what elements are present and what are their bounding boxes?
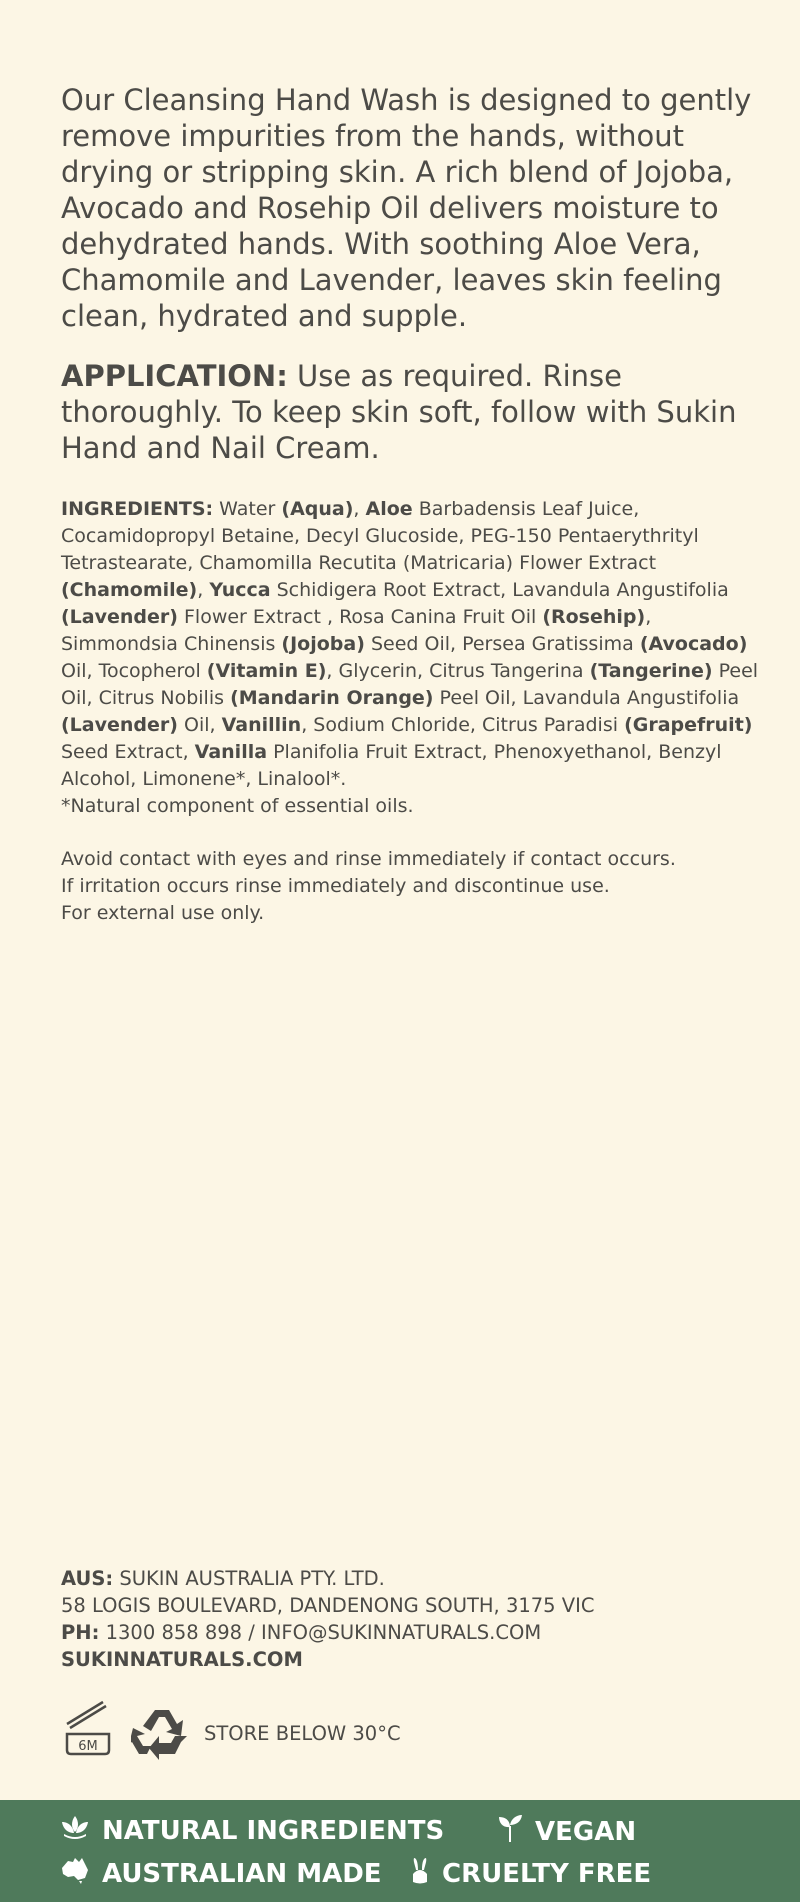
warning-line: Avoid contact with eyes and rinse immediately if contact occurs. [61,848,676,870]
ingredient-highlight: Vanilla [194,741,268,763]
application-section [61,358,761,466]
badge-label: CRUELTY FREE [442,1858,652,1889]
application-text: Use as required. Rinse thoroughly. To keep skin soft, follow with Sukin Hand and Nail Cream. [61,359,737,465]
ingredient-highlight: (Mandarin Orange) [230,687,434,709]
ingredient-highlight: Yucca [209,579,271,601]
company-name: SUKIN AUSTRALIA PTY. LTD. [113,1567,385,1590]
ingredient-text: Water [213,498,282,520]
badge-label: AUSTRALIAN MADE [102,1858,382,1889]
application-label: APPLICATION: [61,359,288,393]
ingredient-text: Planifolia Fruit Extract, Phenoxyethanol, Benzyl Alcohol, Limonene*, Linalool*. [61,741,722,790]
badge-label: VEGAN [535,1816,637,1847]
warnings [61,846,761,927]
ingredient-highlight: (Tangerine) [589,660,713,682]
ingredient-highlight: (Aqua) [281,498,354,520]
ingredient-text: , [197,579,210,601]
phone-label: PH: [61,1621,100,1644]
ingredient-highlight: (Jojoba) [281,633,365,655]
ingredient-highlight: (Vitamin E) [206,660,327,682]
ingredient-text: Flower Extract , Rosa Canina Fruit Oil [177,606,543,628]
ingredient-text: Oil, [177,714,222,736]
badge-label: NATURAL INGREDIENTS [102,1815,445,1846]
ingredient-text: , [353,498,366,520]
ingredient-text: Seed Extract, [61,741,195,763]
ingredients-section [61,496,761,820]
product-description: Our Cleansing Hand Wash is designed to gently remove impurities from the hands, without drying or stripping skin. A rich blend of Jojoba, Avocado and Rosehip Oil delivers moisture to dehydrated hands. With soothing Aloe Vera, Chamomile and Lavender, leaves skin feeling clean, hydrated and supple. [61,83,752,333]
ingredient-highlight: (Chamomile) [61,579,198,601]
warning-line: For external use only. [61,902,265,924]
ingredient-text: , Glycerin, Citrus Tangerina [326,660,590,682]
contact-line [61,1619,594,1646]
ingredients-label: INGREDIENTS: [61,498,214,520]
australia-map-icon [60,1856,102,1891]
contact-details: 1300 858 898 / INFO@SUKINNATURALS.COM [99,1621,542,1644]
open-jar-icon [61,1698,115,1756]
aus-label: AUS: [61,1567,114,1590]
website: SUKINNATURALS.COM [61,1648,303,1671]
company-address: 58 LOGIS BOULEVARD, DANDENONG SOUTH, 3175 VIC [61,1594,595,1617]
ingredient-text: , Simmondsia Chinensis [61,606,652,655]
badge-cruelty-free [410,1856,651,1891]
ingredient-text: Schidigera Root Extract, Lavandula Angustifolia [270,579,729,601]
pao-label: 6M [78,1739,98,1754]
company-line [61,1565,594,1592]
ingredient-highlight: (Avocado) [639,633,748,655]
footer-banner [0,1800,800,1902]
ingredient-highlight: (Lavender) [61,714,178,736]
badge-australian-made [60,1856,382,1891]
bunny-icon [410,1856,442,1891]
ingredients-footnote: *Natural component of essential oils. [61,795,414,817]
ingredient-text: Seed Oil, Persea Gratissima [364,633,640,655]
company-info [61,1565,594,1673]
lotus-icon [60,1814,102,1847]
ingredient-highlight: (Lavender) [61,606,178,628]
ingredient-highlight: Vanillin [221,714,302,736]
storage-row [61,1698,461,1758]
ingredient-text: Peel Oil, Lavandula Angustifolia [433,687,740,709]
ingredient-text: , Sodium Chloride, Citrus Paradisi [301,714,625,736]
warning-line: If irritation occurs rinse immediately and discontinue use. [61,875,610,897]
badge-vegan [497,1814,636,1849]
ingredient-highlight: (Grapefruit) [624,714,753,736]
recycle-icon [131,1708,193,1760]
storage-text: STORE BELOW 30°C [204,1722,401,1745]
ingredient-text: Barbadensis Leaf Juice, Cocamidopropyl Betaine, Decyl Glucoside, PEG-150 Pentaerythrityl Tetrastearate, Chamomilla Recutita (Matricaria) Flower Extract [61,498,699,574]
ingredient-highlight: Aloe [365,498,413,520]
badge-natural-ingredients [60,1814,444,1847]
ingredient-text: Peel Oil, Citrus Nobilis [61,660,759,709]
ingredients-list [61,498,758,790]
label-content [61,82,761,927]
ingredient-highlight: (Rosehip) [542,606,646,628]
sprout-icon [497,1814,535,1849]
ingredient-text: Oil, Tocopherol [61,660,207,682]
